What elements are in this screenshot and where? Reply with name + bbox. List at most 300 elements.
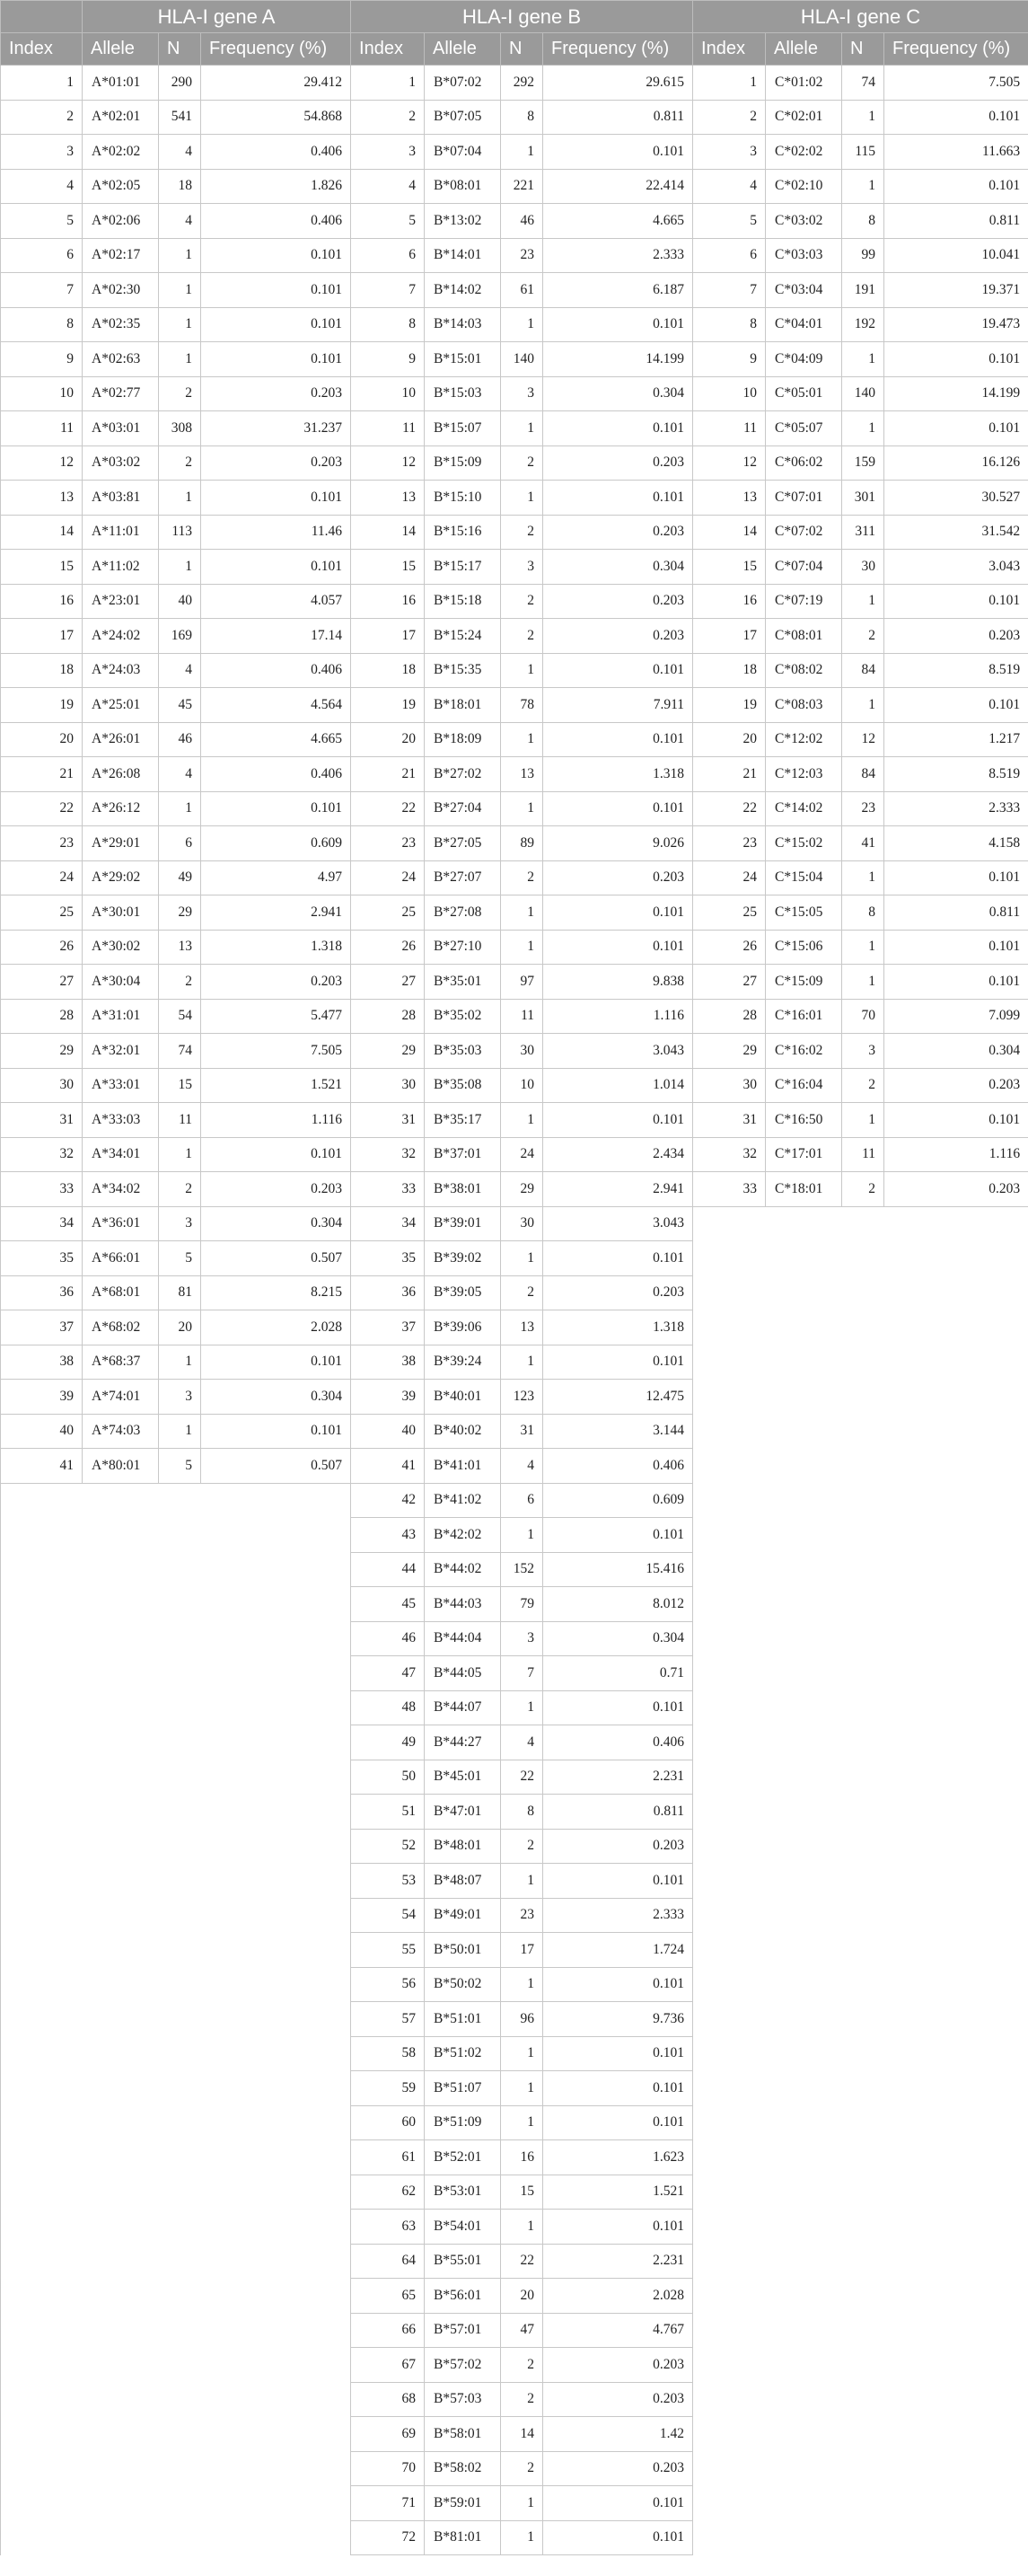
empty-cell (884, 2210, 1028, 2245)
table-row (1, 1967, 1028, 2002)
empty-cell (842, 1621, 884, 1656)
gene-b-frequency-cell: 0.101 (543, 895, 693, 931)
gene-b-n-cell: 24 (501, 1137, 543, 1172)
gene-b-n-cell: 123 (501, 1380, 543, 1415)
empty-cell (83, 2002, 159, 2037)
gene-b-index-cell: 35 (351, 1241, 425, 1276)
gene-a-allele-cell: A*66:01 (83, 1241, 159, 1276)
gene-b-frequency-cell: 1.724 (543, 1933, 693, 1968)
gene-c-index-cell: 33 (693, 1172, 766, 1207)
table-row (1, 1275, 1028, 1310)
gene-b-index-cell: 56 (351, 1967, 425, 2002)
empty-cell (884, 1829, 1028, 1864)
gene-b-n-cell: 1 (501, 895, 543, 931)
gene-c-index-cell: 16 (693, 584, 766, 619)
gene-b-frequency-cell: 0.101 (543, 2071, 693, 2106)
gene-b-frequency-cell: 1.521 (543, 2175, 693, 2210)
gene-c-index-cell: 2 (693, 100, 766, 135)
empty-cell (693, 1414, 766, 1449)
empty-cell (201, 2105, 351, 2140)
gene-b-n-cell: 29 (501, 1172, 543, 1207)
gene-b-allele-cell: B*39:02 (425, 1241, 501, 1276)
empty-cell (1, 2105, 83, 2140)
gene-b-frequency-cell: 2.231 (543, 2244, 693, 2279)
gene-b-n-cell: 13 (501, 757, 543, 792)
gene-b-frequency-cell: 0.203 (543, 1829, 693, 1864)
gene-a-n-cell: 6 (159, 826, 201, 861)
gene-a-index-cell: 24 (1, 860, 83, 895)
gene-b-n-cell: 152 (501, 1552, 543, 1587)
column-header-index: Index (351, 33, 425, 66)
gene-c-n-cell: 159 (842, 446, 884, 481)
gene-b-index-cell: 66 (351, 2313, 425, 2348)
gene-a-n-cell: 46 (159, 722, 201, 757)
gene-a-index-cell: 22 (1, 791, 83, 826)
empty-cell (884, 2417, 1028, 2452)
empty-cell (159, 2036, 201, 2071)
gene-b-allele-cell: B*15:10 (425, 481, 501, 516)
table-row (1, 273, 1028, 308)
table-row (1, 1587, 1028, 1622)
gene-b-index-cell: 31 (351, 1103, 425, 1138)
empty-cell (842, 1275, 884, 1310)
table-row (1, 2071, 1028, 2106)
gene-b-frequency-cell: 0.101 (543, 722, 693, 757)
table-row (1, 1933, 1028, 1968)
empty-cell (159, 1483, 201, 1518)
gene-c-frequency-cell: 3.043 (884, 550, 1028, 585)
gene-a-index-cell: 18 (1, 653, 83, 688)
empty-cell (766, 1380, 842, 1415)
empty-cell (159, 1864, 201, 1899)
gene-b-allele-cell: B*48:07 (425, 1864, 501, 1899)
group-header-row (1, 1, 1028, 33)
table-row (1, 791, 1028, 826)
gene-a-index-cell: 30 (1, 1068, 83, 1103)
empty-cell (159, 1795, 201, 1830)
empty-cell (693, 1725, 766, 1760)
gene-a-frequency-cell: 0.101 (201, 1345, 351, 1380)
empty-cell (83, 1621, 159, 1656)
empty-cell (159, 1829, 201, 1864)
gene-c-n-cell: 74 (842, 66, 884, 101)
gene-b-frequency-cell: 0.101 (543, 2036, 693, 2071)
empty-cell (83, 1552, 159, 1587)
gene-b-frequency-cell: 0.304 (543, 1621, 693, 1656)
gene-b-index-cell: 68 (351, 2382, 425, 2417)
gene-b-n-cell: 1 (501, 653, 543, 688)
table-row (1, 965, 1028, 1000)
gene-a-index-cell: 28 (1, 999, 83, 1034)
gene-b-n-cell: 79 (501, 1587, 543, 1622)
gene-a-n-cell: 4 (159, 135, 201, 170)
empty-cell (766, 1587, 842, 1622)
gene-b-n-cell: 1 (501, 1103, 543, 1138)
empty-cell (1, 2313, 83, 2348)
empty-cell (766, 1795, 842, 1830)
gene-b-frequency-cell: 0.811 (543, 100, 693, 135)
empty-cell (693, 1621, 766, 1656)
table-row (1, 2520, 1028, 2555)
empty-cell (766, 2382, 842, 2417)
empty-cell (842, 1310, 884, 1345)
gene-a-frequency-cell: 0.101 (201, 1137, 351, 1172)
table-row (1, 826, 1028, 861)
gene-b-allele-cell: B*44:27 (425, 1725, 501, 1760)
empty-cell (83, 2417, 159, 2452)
gene-c-frequency-cell: 0.101 (884, 930, 1028, 965)
group-header-gene-b: HLA-I gene B (351, 1, 693, 33)
table-body (1, 66, 1028, 2555)
gene-b-index-cell: 32 (351, 1137, 425, 1172)
gene-a-n-cell: 169 (159, 619, 201, 654)
gene-c-frequency-cell: 0.304 (884, 1034, 1028, 1069)
gene-b-frequency-cell: 0.101 (543, 653, 693, 688)
gene-b-frequency-cell: 0.101 (543, 1690, 693, 1725)
empty-cell (1, 2348, 83, 2383)
gene-b-allele-cell: B*35:17 (425, 1103, 501, 1138)
empty-cell (766, 2140, 842, 2175)
empty-cell (884, 1898, 1028, 1933)
table-row (1, 1345, 1028, 1380)
gene-b-allele-cell: B*44:04 (425, 1621, 501, 1656)
empty-cell (159, 1898, 201, 1933)
gene-a-allele-cell: A*02:63 (83, 342, 159, 377)
gene-b-allele-cell: B*14:03 (425, 307, 501, 342)
gene-a-frequency-cell: 0.507 (201, 1241, 351, 1276)
gene-b-index-cell: 4 (351, 169, 425, 204)
gene-b-n-cell: 1 (501, 2036, 543, 2071)
gene-b-frequency-cell: 0.101 (543, 1103, 693, 1138)
empty-cell (842, 1898, 884, 1933)
gene-a-frequency-cell: 2.941 (201, 895, 351, 931)
gene-b-n-cell: 1 (501, 1967, 543, 2002)
table-row (1, 2417, 1028, 2452)
gene-c-frequency-cell: 0.101 (884, 169, 1028, 204)
gene-c-frequency-cell: 0.811 (884, 895, 1028, 931)
gene-c-frequency-cell: 0.203 (884, 1172, 1028, 1207)
gene-c-index-cell: 5 (693, 204, 766, 239)
gene-c-n-cell: 192 (842, 307, 884, 342)
gene-a-allele-cell: A*30:01 (83, 895, 159, 931)
gene-b-n-cell: 2 (501, 1829, 543, 1864)
gene-b-n-cell: 1 (501, 2520, 543, 2555)
gene-b-n-cell: 292 (501, 66, 543, 101)
gene-b-n-cell: 89 (501, 826, 543, 861)
empty-cell (1, 1933, 83, 1968)
gene-b-index-cell: 64 (351, 2244, 425, 2279)
gene-a-frequency-cell: 4.665 (201, 722, 351, 757)
gene-a-frequency-cell: 1.521 (201, 1068, 351, 1103)
gene-b-allele-cell: B*48:01 (425, 1829, 501, 1864)
gene-b-index-cell: 71 (351, 2486, 425, 2521)
gene-b-allele-cell: B*58:02 (425, 2451, 501, 2486)
table-row (1, 1656, 1028, 1691)
gene-a-frequency-cell: 0.203 (201, 376, 351, 411)
empty-cell (201, 2348, 351, 2383)
gene-c-allele-cell: C*08:02 (766, 653, 842, 688)
gene-c-n-cell: 1 (842, 584, 884, 619)
gene-b-index-cell: 62 (351, 2175, 425, 2210)
table-row (1, 860, 1028, 895)
gene-b-frequency-cell: 2.333 (543, 1898, 693, 1933)
gene-b-frequency-cell: 0.101 (543, 135, 693, 170)
empty-cell (201, 1656, 351, 1691)
gene-a-frequency-cell: 0.101 (201, 273, 351, 308)
empty-cell (884, 1310, 1028, 1345)
empty-cell (766, 2036, 842, 2071)
gene-a-index-cell: 32 (1, 1137, 83, 1172)
gene-c-frequency-cell: 19.371 (884, 273, 1028, 308)
gene-c-allele-cell: C*08:01 (766, 619, 842, 654)
gene-c-allele-cell: C*08:03 (766, 688, 842, 723)
empty-cell (884, 2279, 1028, 2314)
empty-cell (693, 1656, 766, 1691)
gene-a-allele-cell: A*03:81 (83, 481, 159, 516)
gene-b-n-cell: 1 (501, 2210, 543, 2245)
empty-cell (693, 1206, 766, 1241)
gene-b-frequency-cell: 29.615 (543, 66, 693, 101)
gene-b-allele-cell: B*15:18 (425, 584, 501, 619)
empty-cell (201, 1725, 351, 1760)
table-row (1, 1483, 1028, 1518)
gene-a-frequency-cell: 0.101 (201, 481, 351, 516)
table-row (1, 1449, 1028, 1484)
gene-b-index-cell: 34 (351, 1206, 425, 1241)
gene-a-frequency-cell: 0.609 (201, 826, 351, 861)
gene-b-n-cell: 23 (501, 238, 543, 273)
gene-a-frequency-cell: 5.477 (201, 999, 351, 1034)
empty-cell (884, 1380, 1028, 1415)
gene-c-allele-cell: C*16:02 (766, 1034, 842, 1069)
gene-b-n-cell: 221 (501, 169, 543, 204)
gene-b-frequency-cell: 0.203 (543, 2348, 693, 2383)
gene-a-frequency-cell: 0.507 (201, 1449, 351, 1484)
empty-cell (842, 2486, 884, 2521)
gene-b-index-cell: 40 (351, 1414, 425, 1449)
empty-cell (693, 2451, 766, 2486)
table-row (1, 2002, 1028, 2037)
gene-b-allele-cell: B*38:01 (425, 1172, 501, 1207)
empty-cell (693, 2486, 766, 2521)
gene-a-index-cell: 38 (1, 1345, 83, 1380)
gene-b-n-cell: 1 (501, 1345, 543, 1380)
column-header-frequency: Frequency (%) (884, 33, 1028, 66)
gene-b-frequency-cell: 0.406 (543, 1449, 693, 1484)
gene-b-index-cell: 10 (351, 376, 425, 411)
empty-cell (693, 1518, 766, 1553)
empty-cell (842, 2382, 884, 2417)
gene-c-n-cell: 2 (842, 1172, 884, 1207)
gene-b-allele-cell: B*27:04 (425, 791, 501, 826)
empty-cell (884, 1206, 1028, 1241)
gene-b-index-cell: 47 (351, 1656, 425, 1691)
empty-cell (201, 1587, 351, 1622)
table-row (1, 1103, 1028, 1138)
gene-b-allele-cell: B*50:01 (425, 1933, 501, 1968)
empty-cell (1, 2175, 83, 2210)
empty-cell (842, 1380, 884, 1415)
gene-b-n-cell: 16 (501, 2140, 543, 2175)
gene-b-frequency-cell: 1.42 (543, 2417, 693, 2452)
empty-cell (884, 1414, 1028, 1449)
gene-a-n-cell: 4 (159, 653, 201, 688)
empty-cell (693, 2244, 766, 2279)
table-row (1, 169, 1028, 204)
gene-b-allele-cell: B*08:01 (425, 169, 501, 204)
empty-cell (842, 1795, 884, 1830)
gene-b-n-cell: 46 (501, 204, 543, 239)
gene-a-index-cell: 10 (1, 376, 83, 411)
gene-b-allele-cell: B*58:01 (425, 2417, 501, 2452)
empty-cell (159, 2210, 201, 2245)
gene-a-n-cell: 4 (159, 204, 201, 239)
gene-a-index-cell: 31 (1, 1103, 83, 1138)
empty-cell (201, 1760, 351, 1795)
empty-cell (1, 1552, 83, 1587)
empty-cell (1, 1864, 83, 1899)
gene-a-index-cell: 35 (1, 1241, 83, 1276)
gene-c-index-cell: 22 (693, 791, 766, 826)
gene-c-frequency-cell: 7.505 (884, 66, 1028, 101)
gene-c-n-cell: 1 (842, 169, 884, 204)
empty-cell (201, 2279, 351, 2314)
gene-c-allele-cell: C*12:02 (766, 722, 842, 757)
empty-cell (766, 1829, 842, 1864)
gene-b-frequency-cell: 4.767 (543, 2313, 693, 2348)
empty-cell (884, 1345, 1028, 1380)
gene-c-allele-cell: C*12:03 (766, 757, 842, 792)
gene-b-n-cell: 2 (501, 619, 543, 654)
gene-b-n-cell: 8 (501, 100, 543, 135)
gene-a-n-cell: 49 (159, 860, 201, 895)
gene-b-n-cell: 4 (501, 1725, 543, 1760)
gene-c-n-cell: 2 (842, 1068, 884, 1103)
gene-b-index-cell: 14 (351, 515, 425, 550)
gene-b-index-cell: 37 (351, 1310, 425, 1345)
gene-b-allele-cell: B*27:07 (425, 860, 501, 895)
gene-b-index-cell: 15 (351, 550, 425, 585)
empty-cell (83, 1795, 159, 1830)
gene-a-index-cell: 1 (1, 66, 83, 101)
empty-cell (693, 1345, 766, 1380)
gene-c-frequency-cell: 0.101 (884, 965, 1028, 1000)
table-row (1, 2175, 1028, 2210)
gene-a-frequency-cell: 0.203 (201, 965, 351, 1000)
gene-b-index-cell: 27 (351, 965, 425, 1000)
gene-c-n-cell: 12 (842, 722, 884, 757)
gene-a-allele-cell: A*36:01 (83, 1206, 159, 1241)
gene-b-allele-cell: B*14:02 (425, 273, 501, 308)
empty-cell (1, 1483, 83, 1518)
gene-b-allele-cell: B*44:03 (425, 1587, 501, 1622)
gene-c-index-cell: 20 (693, 722, 766, 757)
empty-cell (884, 1760, 1028, 1795)
gene-b-n-cell: 4 (501, 1449, 543, 1484)
gene-b-index-cell: 72 (351, 2520, 425, 2555)
gene-b-frequency-cell: 0.203 (543, 1275, 693, 1310)
empty-cell (884, 1656, 1028, 1691)
gene-b-index-cell: 54 (351, 1898, 425, 1933)
gene-b-n-cell: 97 (501, 965, 543, 1000)
empty-cell (201, 1518, 351, 1553)
empty-cell (884, 1864, 1028, 1899)
gene-c-index-cell: 32 (693, 1137, 766, 1172)
gene-b-n-cell: 31 (501, 1414, 543, 1449)
gene-a-index-cell: 6 (1, 238, 83, 273)
gene-a-n-cell: 3 (159, 1206, 201, 1241)
gene-a-frequency-cell: 0.101 (201, 550, 351, 585)
table-row (1, 1172, 1028, 1207)
gene-b-index-cell: 52 (351, 1829, 425, 1864)
gene-b-index-cell: 25 (351, 895, 425, 931)
empty-cell (884, 2313, 1028, 2348)
gene-a-allele-cell: A*68:01 (83, 1275, 159, 1310)
gene-a-n-cell: 1 (159, 791, 201, 826)
empty-cell (884, 1275, 1028, 1310)
gene-b-allele-cell: B*57:02 (425, 2348, 501, 2383)
gene-b-allele-cell: B*56:01 (425, 2279, 501, 2314)
gene-a-allele-cell: A*74:01 (83, 1380, 159, 1415)
gene-c-frequency-cell: 30.527 (884, 481, 1028, 516)
gene-a-allele-cell: A*34:01 (83, 1137, 159, 1172)
gene-a-n-cell: 74 (159, 1034, 201, 1069)
table-row (1, 204, 1028, 239)
table-row (1, 2105, 1028, 2140)
empty-cell (201, 2417, 351, 2452)
gene-b-n-cell: 7 (501, 1656, 543, 1691)
gene-b-n-cell: 11 (501, 999, 543, 1034)
gene-b-index-cell: 33 (351, 1172, 425, 1207)
gene-b-n-cell: 1 (501, 1241, 543, 1276)
empty-cell (693, 2175, 766, 2210)
table-row (1, 2036, 1028, 2071)
empty-cell (159, 1933, 201, 1968)
empty-cell (159, 2279, 201, 2314)
empty-cell (83, 2175, 159, 2210)
gene-b-n-cell: 2 (501, 515, 543, 550)
gene-c-frequency-cell: 2.333 (884, 791, 1028, 826)
empty-cell (83, 2105, 159, 2140)
table-row (1, 1898, 1028, 1933)
empty-cell (83, 1725, 159, 1760)
gene-a-n-cell: 3 (159, 1380, 201, 1415)
empty-cell (159, 1760, 201, 1795)
empty-cell (201, 2002, 351, 2037)
empty-cell (842, 2451, 884, 2486)
gene-a-n-cell: 1 (159, 550, 201, 585)
gene-a-index-cell: 29 (1, 1034, 83, 1069)
gene-b-frequency-cell: 0.203 (543, 584, 693, 619)
gene-a-allele-cell: A*02:30 (83, 273, 159, 308)
empty-cell (842, 2140, 884, 2175)
gene-b-n-cell: 6 (501, 1483, 543, 1518)
gene-c-n-cell: 1 (842, 965, 884, 1000)
empty-cell (159, 2175, 201, 2210)
table-row (1, 2451, 1028, 2486)
empty-cell (766, 2348, 842, 2383)
empty-cell (201, 1621, 351, 1656)
gene-b-allele-cell: B*35:08 (425, 1068, 501, 1103)
gene-a-n-cell: 5 (159, 1241, 201, 1276)
empty-cell (766, 1449, 842, 1484)
gene-c-index-cell: 29 (693, 1034, 766, 1069)
gene-a-index-cell: 7 (1, 273, 83, 308)
gene-a-n-cell: 45 (159, 688, 201, 723)
empty-cell (766, 1760, 842, 1795)
empty-cell (842, 2002, 884, 2037)
gene-b-n-cell: 2 (501, 1275, 543, 1310)
